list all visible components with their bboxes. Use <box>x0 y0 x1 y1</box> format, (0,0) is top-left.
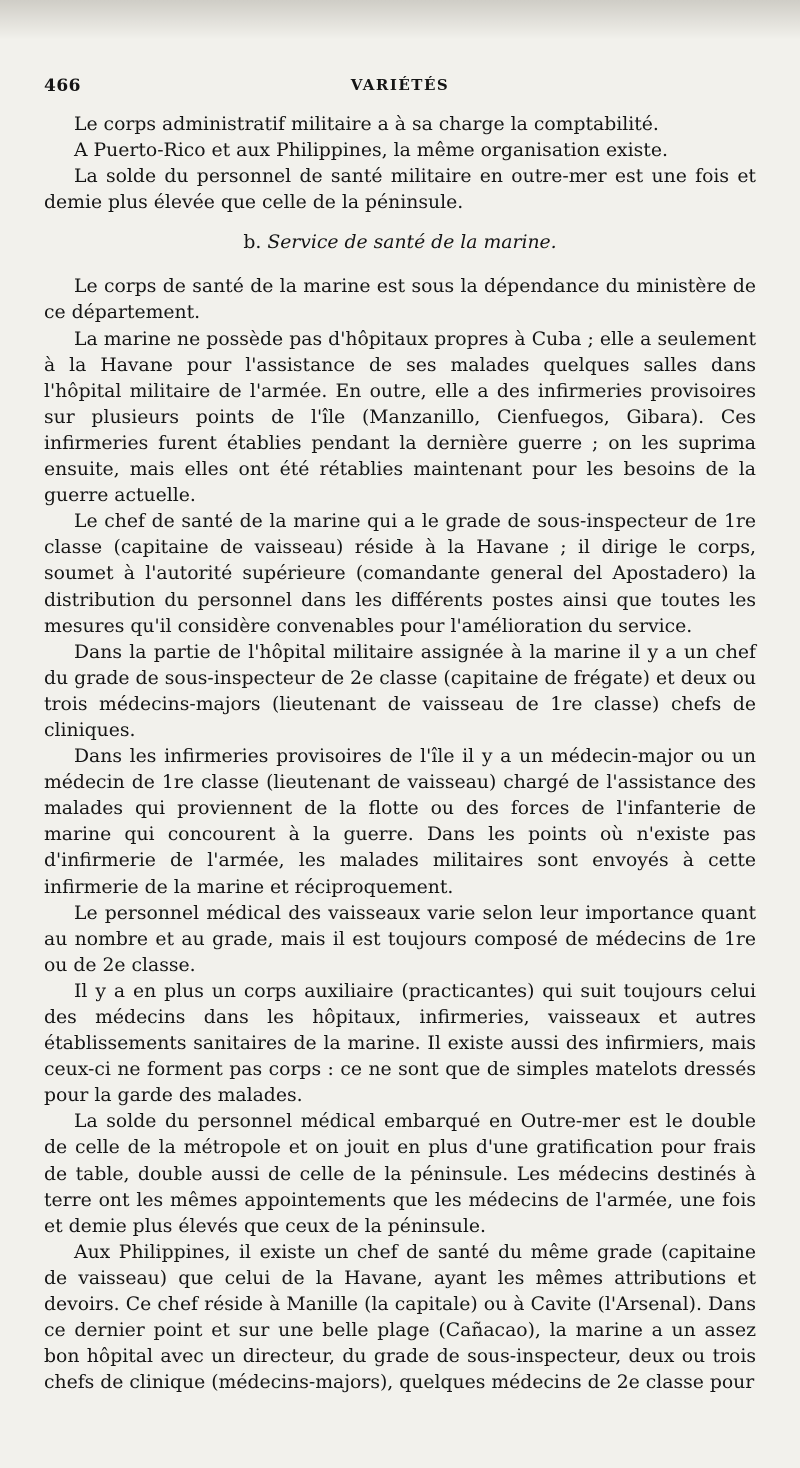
paragraph: Dans la partie de l'hôpital militaire assignée à la marine il y a un chef du grade de sous-inspecteur de 2e classe (capitaine de frégate) et deux ou trois médecins-majors (lieutenant de vaisseau de 1re classe) chefs de cliniques. <box>44 641 756 741</box>
section-title: Service de santé de la marine. <box>267 232 557 254</box>
running-title: VARIÉTÉS <box>350 76 450 94</box>
paragraph: Le corps de santé de la marine est sous la dépendance du ministère de ce département. <box>44 276 756 324</box>
paragraph: A Puerto-Rico et aux Philippines, la même organisation existe. <box>74 140 668 162</box>
paragraph: La solde du personnel médical embarqué en Outre-mer est le double de celle de la métropole et on jouit en plus d'une gratification pour frais de table, double aussi de celle de la péninsule. Les médecins destinés à terre ont les mêmes appointements que les médecins de l'armée, une fois et demie plus élevés que ceux de la péninsule. <box>44 1111 756 1237</box>
paragraph: Dans les infirmeries provisoires de l'île il y a un médecin-major ou un médecin de 1re classe (lieutenant de vaisseau) chargé de l'assistance des malades qui proviennent de la flotte ou des forces de l'infanterie de marine qui concourent à la guerre. Dans les points où n'existe pas d'infirmerie de l'armée, les malades militaires sont envoyés à cette infirmerie de la marine et réciproquement. <box>44 746 756 898</box>
page-number: 466 <box>44 76 81 96</box>
paragraph: Aux Philippines, il existe un chef de santé du même grade (capitaine de vaisseau) que celui de la Havane, ayant les mêmes attributions et devoirs. Ce chef réside à Manille (la capitale) ou à Cavite (l'Arsenal). Dans ce dernier point et sur une belle plage (Cañacao), la marine a un assez bon hôpital avec un directeur, du grade de sous-inspecteur, deux ou trois chefs de clinique (médecins-majors), quelques médecins de 2e classe pour <box>44 1241 756 1394</box>
section-label: b. <box>243 232 262 254</box>
page-header <box>44 76 756 100</box>
page-top-edge <box>0 0 800 40</box>
paragraph: Le personnel médical des vaisseaux varie selon leur importance quant au nombre et au grade, mais il est toujours composé de médecins de 1re ou de 2e classe. <box>44 902 756 976</box>
section-heading <box>44 230 756 256</box>
body-text <box>44 112 756 1396</box>
paragraph: Le chef de santé de la marine qui a le grade de sous-inspecteur de 1re classe (capitaine de vaisseau) réside à la Havane ; il dirige le corps, soumet à l'autorité supérieure (comandante general del Apostadero) la distribution du personnel dans les différents postes ainsi que toutes les mesures qu'il considère convenables pour l'amélioration du service. <box>44 511 756 637</box>
paragraph: La marine ne possède pas d'hôpitaux propres à Cuba ; elle a seulement à la Havane pour l'assistance de ses malades quelques salles dans l'hôpital militaire de l'armée. En outre, elle a des infirmeries provisoires sur plusieurs points de l'île (Manzanillo, Cienfuegos, Gibara). Ces infirmeries furent établies pendant la dernière guerre ; on les suprima ensuite, mais elles ont été rétablies maintenant pour les besoins de la guerre actuelle. <box>44 328 756 507</box>
paragraph: La solde du personnel de santé militaire en outre-mer est une fois et demie plus élevée que celle de la péninsule. <box>44 166 756 214</box>
paragraph: Le corps administratif militaire a à sa charge la comptabilité. <box>74 114 659 135</box>
paragraph: Il y a en plus un corps auxiliaire (practicantes) qui suit toujours celui des médecins dans les hôpitaux, infirmeries, vaisseaux et autres établissements sanitaires de la marine. Il existe aussi des infirmiers, mais ceux-ci ne forment pas corps : ce ne sont que de simples matelots dressés pour la garde des malades. <box>44 980 756 1107</box>
